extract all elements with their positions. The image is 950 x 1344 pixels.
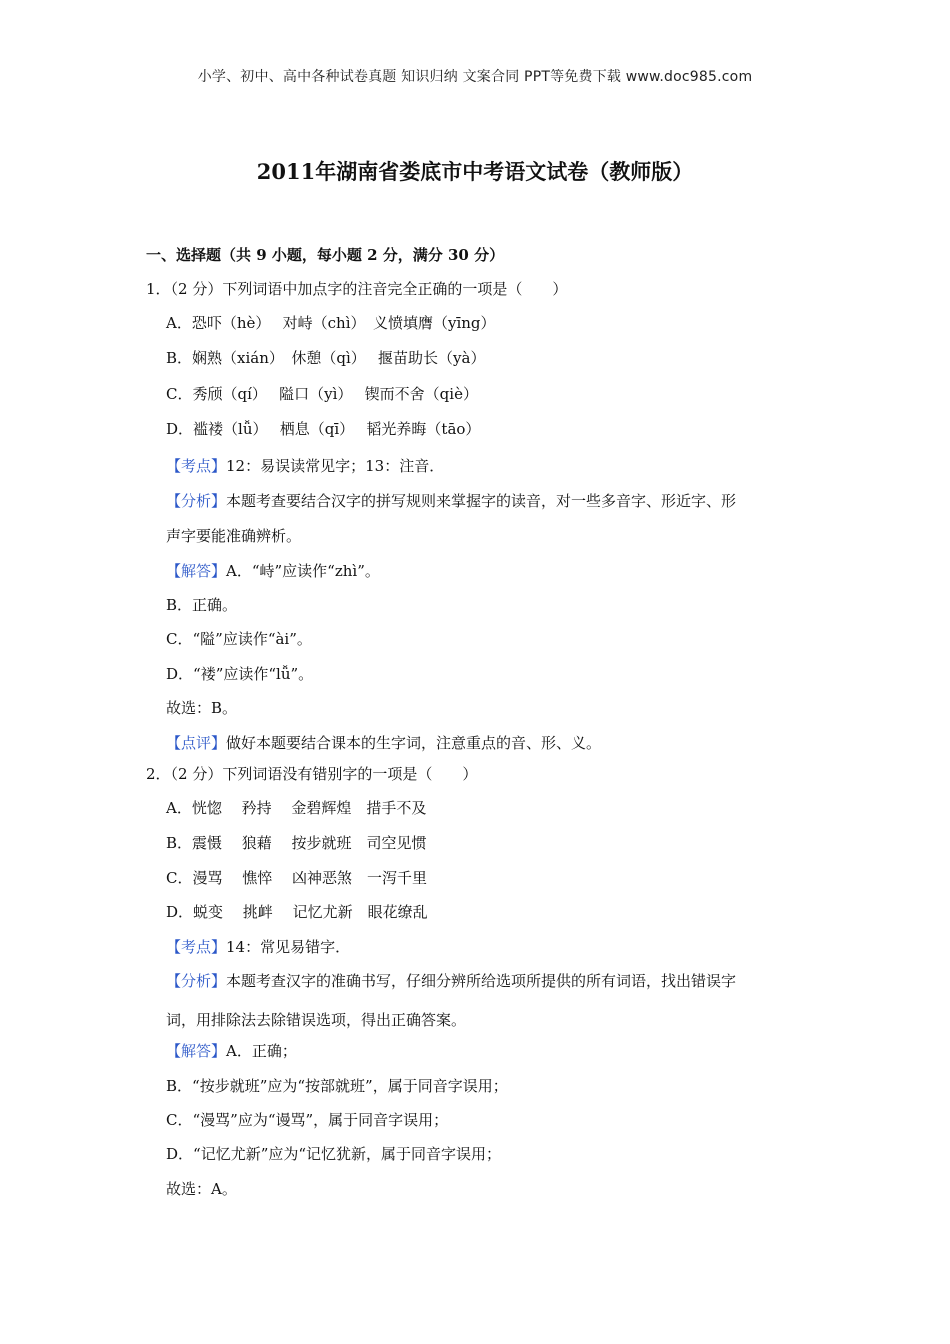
fenxi-text-cont: 词，用排除法去除错误选项，得出正确答案。 bbox=[166, 1011, 467, 1029]
jieda-b: B．“按步就班”应为“按部就班”，属于同音字误用； bbox=[166, 1077, 508, 1095]
jieda-text: A．“峙”应读作“zhì”。 bbox=[226, 562, 380, 580]
fenxi-text: 本题考查汉字的准确书写，仔细分辨所给选项所提供的所有词语，找出错误字 bbox=[226, 972, 737, 990]
dianping-tag: 【点评】 bbox=[166, 734, 227, 752]
option-c: C．秀颀（qí） 隘口（yì） 锲而不舍（qiè） bbox=[166, 385, 478, 403]
option-c: C．漫骂 憔悴 凶神恶煞 一泻千里 bbox=[166, 869, 428, 887]
jieda-text: A．正确； bbox=[226, 1042, 297, 1060]
jieda-d: D．“记忆尤新”应为“记忆犹新，属于同音字误用； bbox=[166, 1145, 502, 1163]
fenxi-line bbox=[166, 971, 736, 991]
answer-choice: 故选：B。 bbox=[166, 699, 238, 717]
question-stem: 1．（2 分）下列词语中加点字的注音完全正确的一项是（ ） bbox=[146, 280, 568, 298]
option-a: A．恍惚 矜持 金碧辉煌 措手不及 bbox=[166, 799, 427, 817]
option-d: D．褴褛（lǚ） 栖息（qī） 韬光养晦（tāo） bbox=[166, 420, 481, 438]
kaodian-text: 12：易误读常见字；13：注音． bbox=[226, 457, 445, 475]
fenxi-text: 本题考查要结合汉字的拼写规则来掌握字的读音，对一些多音字、形近字、形 bbox=[226, 492, 737, 510]
jieda-c: C．“隘”应读作“ài”。 bbox=[166, 630, 312, 648]
jieda-b: B．正确。 bbox=[166, 596, 238, 614]
jieda-tag: 【解答】 bbox=[166, 1042, 227, 1060]
fenxi-line bbox=[166, 491, 736, 511]
option-d: D．蜕变 挑衅 记忆尤新 眼花缭乱 bbox=[166, 903, 428, 921]
jieda-c: C．“漫骂”应为“谩骂”，属于同音字误用； bbox=[166, 1111, 449, 1129]
fenxi-tag: 【分析】 bbox=[166, 492, 227, 510]
option-b: B．娴熟（xián） 休憩（qì） 揠苗助长（yà） bbox=[166, 349, 486, 367]
fenxi-tag: 【分析】 bbox=[166, 972, 227, 990]
page-header: 小学、初中、高中各种试卷真题 知识归纳 文案合同 PPT等免费下载 www.doc985.com bbox=[197, 69, 753, 85]
jieda-tag: 【解答】 bbox=[166, 562, 227, 580]
jieda-line bbox=[166, 561, 380, 581]
fenxi-text-cont: 声字要能准确辨析。 bbox=[166, 527, 302, 545]
kaodian-line bbox=[166, 456, 444, 476]
kaodian-line bbox=[166, 937, 350, 957]
answer-choice: 故选：A。 bbox=[166, 1180, 237, 1198]
option-a: A．恐吓（hè） 对峙（chì） 义愤填膺（yīng） bbox=[166, 314, 496, 332]
kaodian-tag: 【考点】 bbox=[166, 938, 227, 956]
page-title: 2011年湖南省娄底市中考语文试卷（教师版） bbox=[256, 159, 694, 184]
kaodian-text: 14：常见易错字． bbox=[226, 938, 351, 956]
kaodian-tag: 【考点】 bbox=[166, 457, 227, 475]
dianping-line bbox=[166, 733, 601, 753]
dianping-text: 做好本题要结合课本的生字词，注意重点的音、形、义。 bbox=[226, 734, 602, 752]
jieda-d: D．“褛”应读作“lǚ”。 bbox=[166, 665, 314, 683]
jieda-line bbox=[166, 1041, 297, 1061]
question-stem: 2．（2 分）下列词语没有错别字的一项是（ ） bbox=[146, 765, 478, 783]
option-b: B．震慑 狼藉 按步就班 司空见惯 bbox=[166, 834, 427, 852]
section-heading: 一、选择题（共 9 小题，每小题 2 分，满分 30 分） bbox=[146, 246, 505, 264]
